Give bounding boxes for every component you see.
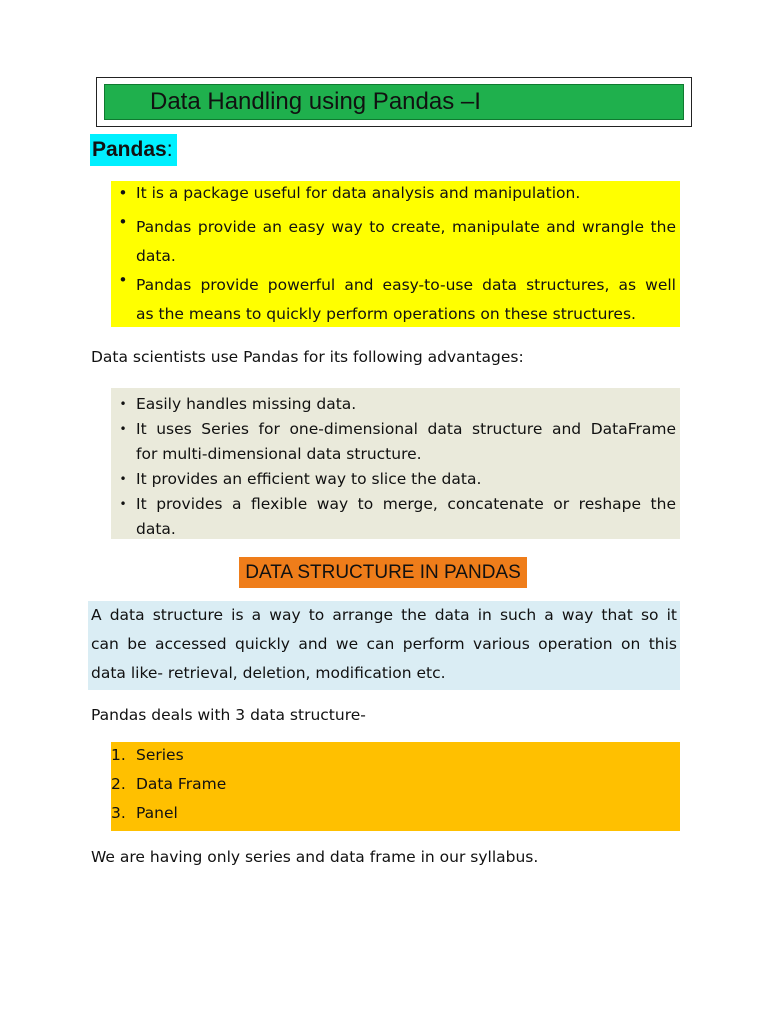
pandas-heading-label: Pandas: [92, 138, 167, 161]
list-item-text: data.: [136, 247, 176, 265]
definition-block: [88, 601, 680, 690]
list-item-text: Panel: [136, 804, 178, 822]
list-item-text: It uses Series for one-dimensional data structure and DataFrame: [136, 420, 676, 438]
list-item-text: data.: [136, 520, 176, 538]
pandas-bullet-list: [111, 181, 680, 327]
list-item-text: It is a package useful for data analysis and manipulation.: [136, 184, 581, 202]
bullet-icon: •: [119, 422, 127, 436]
list-item-text: as the means to quickly perform operations on these structures.: [136, 305, 636, 323]
syllabus-note: We are having only series and data frame in our syllabus.: [91, 848, 539, 866]
deals-intro: Pandas deals with 3 data structure-: [91, 706, 366, 724]
list-item-text: for multi-dimensional data structure.: [136, 445, 422, 463]
list-item-text: Data Frame: [136, 775, 227, 793]
list-item-text: Pandas provide powerful and easy-to-use data structures, as well: [136, 276, 676, 294]
list-number: 2.: [111, 775, 126, 793]
list-item-text: It provides an efficient way to slice the data.: [136, 470, 482, 488]
list-item-text: It provides a flexible way to merge, concatenate or reshape the: [136, 495, 676, 513]
structures-list: [111, 742, 680, 831]
bullet-icon: •: [118, 271, 128, 289]
bullet-icon: •: [118, 184, 128, 202]
pandas-heading-colon: :: [166, 138, 173, 161]
list-item-text: Easily handles missing data.: [136, 395, 357, 413]
list-item-text: Pandas provide an easy way to create, manipulate and wrangle the: [136, 218, 676, 236]
bullet-icon: •: [119, 472, 127, 486]
definition-line: A data structure is a way to arrange the data in such a way that so it: [91, 606, 677, 624]
data-structure-heading: DATA STRUCTURE IN PANDAS: [239, 557, 527, 588]
document-title: Data Handling using Pandas –I: [150, 88, 481, 115]
advantages-intro: Data scientists use Pandas for its following advantages:: [91, 348, 524, 366]
title-frame: [96, 77, 692, 127]
list-item-text: Series: [136, 746, 184, 764]
list-number: 3.: [111, 804, 126, 822]
list-number: 1.: [111, 746, 126, 764]
title-banner: [104, 84, 684, 120]
bullet-icon: •: [119, 397, 127, 411]
definition-line: can be accessed quickly and we can perform various operation on this: [91, 635, 677, 653]
bullet-icon: •: [118, 213, 128, 231]
definition-line: data like- retrieval, deletion, modification etc.: [91, 664, 446, 682]
pandas-heading: [90, 134, 177, 166]
bullet-icon: •: [119, 497, 127, 511]
advantages-list: [111, 388, 680, 539]
